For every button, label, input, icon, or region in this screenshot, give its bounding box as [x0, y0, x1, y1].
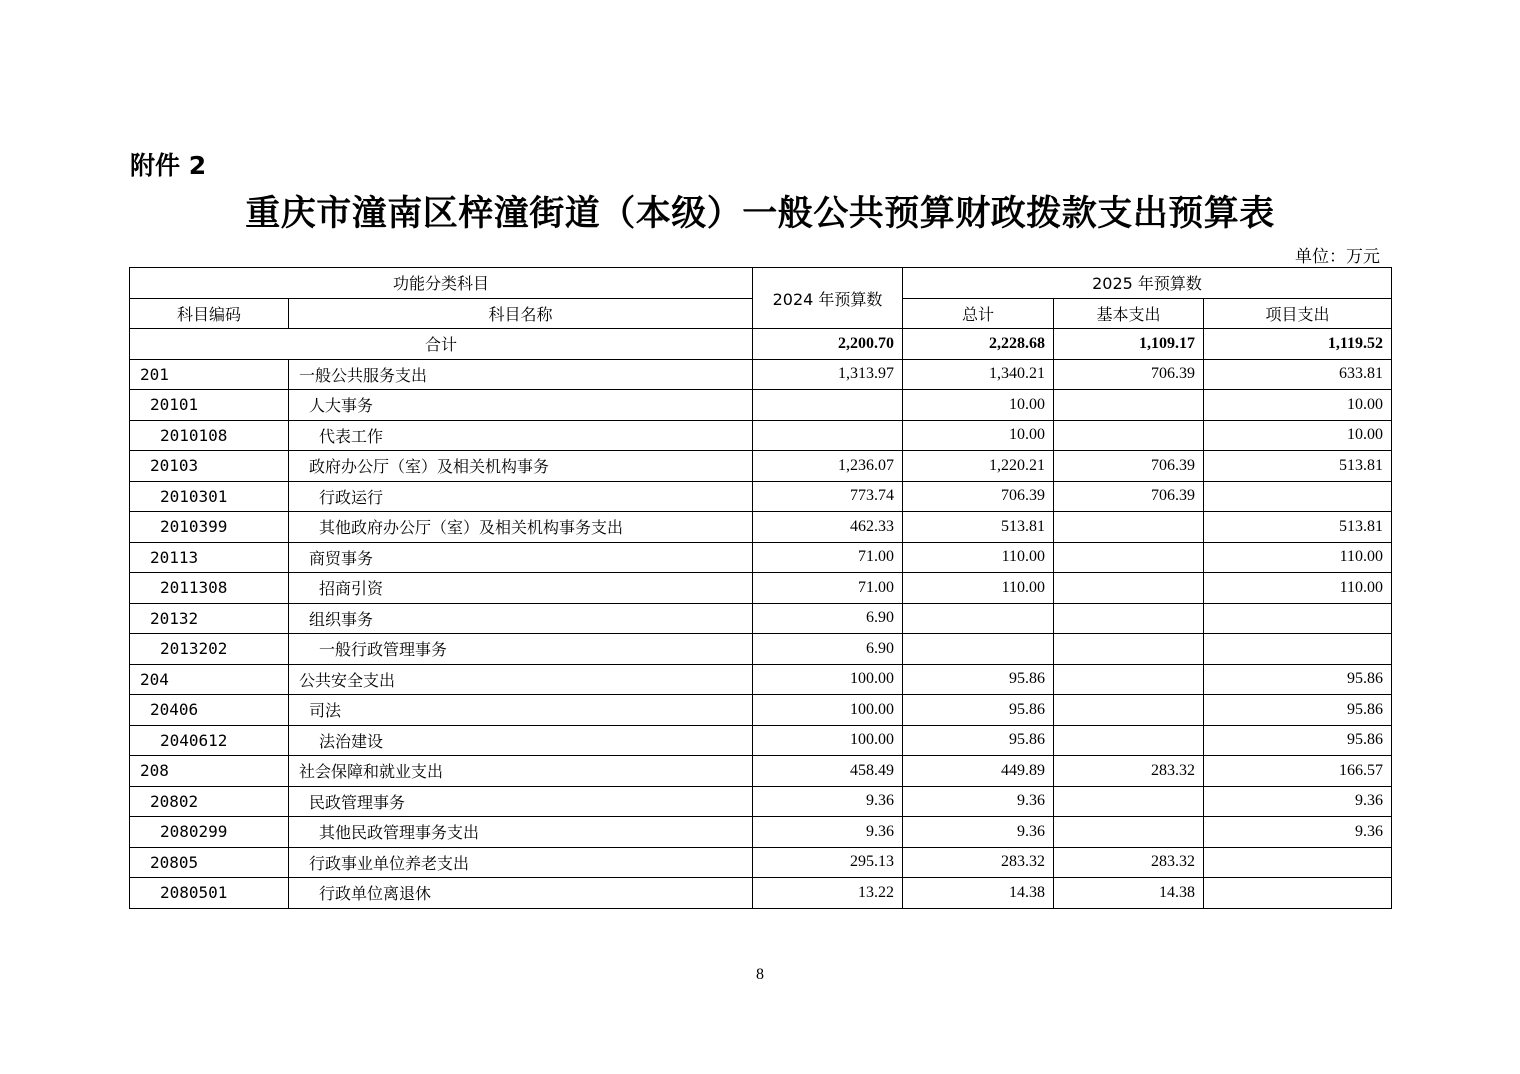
total-total: 2,228.68	[903, 329, 1054, 360]
row-total	[903, 634, 1054, 665]
row-b2024: 295.13	[753, 847, 903, 878]
row-name: 政府办公厅（室）及相关机构事务	[289, 451, 753, 482]
row-b2024: 1,236.07	[753, 451, 903, 482]
row-code: 2080299	[130, 817, 289, 848]
table-row	[130, 634, 1392, 665]
page-number: 8	[756, 966, 764, 983]
header-name: 科目名称	[289, 298, 753, 329]
row-total: 9.36	[903, 786, 1054, 817]
row-total: 95.86	[903, 725, 1054, 756]
row-total: 1,340.21	[903, 359, 1054, 390]
row-project	[1204, 634, 1392, 665]
row-total: 513.81	[903, 512, 1054, 543]
row-total: 10.00	[903, 390, 1054, 421]
row-code: 2080501	[130, 878, 289, 909]
table-row	[130, 390, 1392, 421]
row-basic	[1054, 817, 1204, 848]
row-b2024: 9.36	[753, 817, 903, 848]
row-project: 95.86	[1204, 725, 1392, 756]
row-name: 行政单位离退休	[289, 878, 753, 909]
header-project: 项目支出	[1204, 298, 1392, 329]
row-basic: 706.39	[1054, 481, 1204, 512]
row-name: 行政事业单位养老支出	[289, 847, 753, 878]
row-basic	[1054, 603, 1204, 634]
row-total: 9.36	[903, 817, 1054, 848]
row-project: 10.00	[1204, 420, 1392, 451]
row-total: 14.38	[903, 878, 1054, 909]
row-project	[1204, 481, 1392, 512]
row-b2024: 71.00	[753, 573, 903, 604]
row-code: 20113	[130, 542, 289, 573]
row-name: 其他民政管理事务支出	[289, 817, 753, 848]
total-row	[130, 329, 1392, 360]
row-b2024	[753, 420, 903, 451]
row-project: 95.86	[1204, 664, 1392, 695]
row-basic	[1054, 542, 1204, 573]
table-row	[130, 847, 1392, 878]
row-b2024: 71.00	[753, 542, 903, 573]
table-row	[130, 359, 1392, 390]
row-basic: 283.32	[1054, 847, 1204, 878]
row-code: 2011308	[130, 573, 289, 604]
row-code: 20132	[130, 603, 289, 634]
row-b2024: 6.90	[753, 634, 903, 665]
row-name: 人大事务	[289, 390, 753, 421]
row-total: 10.00	[903, 420, 1054, 451]
total-label: 合计	[130, 329, 753, 360]
table-row	[130, 664, 1392, 695]
row-total: 1,220.21	[903, 451, 1054, 482]
row-b2024: 13.22	[753, 878, 903, 909]
table-row	[130, 756, 1392, 787]
row-basic	[1054, 664, 1204, 695]
row-total: 706.39	[903, 481, 1054, 512]
row-project: 110.00	[1204, 542, 1392, 573]
total-project: 1,119.52	[1204, 329, 1392, 360]
row-project: 9.36	[1204, 817, 1392, 848]
unit-label: 单位：万元	[1295, 247, 1380, 267]
header-budget-2025: 2025 年预算数	[903, 268, 1392, 299]
row-code: 2010108	[130, 420, 289, 451]
row-name: 公共安全支出	[289, 664, 753, 695]
row-code: 20802	[130, 786, 289, 817]
row-b2024: 1,313.97	[753, 359, 903, 390]
row-basic	[1054, 420, 1204, 451]
row-project	[1204, 878, 1392, 909]
row-b2024: 773.74	[753, 481, 903, 512]
header-basic: 基本支出	[1054, 298, 1204, 329]
row-total: 110.00	[903, 542, 1054, 573]
row-project: 166.57	[1204, 756, 1392, 787]
header-budget-2024: 2024 年预算数	[753, 268, 903, 329]
row-code: 201	[130, 359, 289, 390]
row-name: 商贸事务	[289, 542, 753, 573]
row-basic	[1054, 390, 1204, 421]
row-name: 民政管理事务	[289, 786, 753, 817]
row-b2024: 100.00	[753, 664, 903, 695]
total-basic: 1,109.17	[1054, 329, 1204, 360]
row-name: 行政运行	[289, 481, 753, 512]
row-basic	[1054, 695, 1204, 726]
table-row	[130, 512, 1392, 543]
header-total: 总计	[903, 298, 1054, 329]
row-project: 110.00	[1204, 573, 1392, 604]
row-b2024: 6.90	[753, 603, 903, 634]
row-total: 449.89	[903, 756, 1054, 787]
table-row	[130, 878, 1392, 909]
row-code: 20101	[130, 390, 289, 421]
row-total: 283.32	[903, 847, 1054, 878]
document-title: 重庆市潼南区梓潼街道（本级）一般公共预算财政拨款支出预算表	[245, 193, 1275, 234]
row-total: 95.86	[903, 664, 1054, 695]
row-name: 一般公共服务支出	[289, 359, 753, 390]
row-code: 2010399	[130, 512, 289, 543]
row-project: 10.00	[1204, 390, 1392, 421]
table-row	[130, 817, 1392, 848]
header-row-1	[130, 268, 1392, 299]
header-func-class: 功能分类科目	[130, 268, 753, 299]
table-row	[130, 451, 1392, 482]
row-basic	[1054, 573, 1204, 604]
row-code: 2010301	[130, 481, 289, 512]
row-name: 社会保障和就业支出	[289, 756, 753, 787]
row-basic	[1054, 725, 1204, 756]
row-basic: 14.38	[1054, 878, 1204, 909]
row-code: 20103	[130, 451, 289, 482]
row-basic	[1054, 512, 1204, 543]
row-project	[1204, 603, 1392, 634]
row-name: 法治建设	[289, 725, 753, 756]
row-basic: 706.39	[1054, 451, 1204, 482]
row-b2024: 9.36	[753, 786, 903, 817]
total-b2024: 2,200.70	[753, 329, 903, 360]
row-name: 其他政府办公厅（室）及相关机构事务支出	[289, 512, 753, 543]
row-b2024: 100.00	[753, 695, 903, 726]
table-row	[130, 786, 1392, 817]
row-total	[903, 603, 1054, 634]
row-basic: 283.32	[1054, 756, 1204, 787]
table-row	[130, 420, 1392, 451]
row-code: 20805	[130, 847, 289, 878]
row-code: 2013202	[130, 634, 289, 665]
table-row	[130, 542, 1392, 573]
table-row	[130, 695, 1392, 726]
row-project	[1204, 847, 1392, 878]
attachment-label: 附件 2	[130, 151, 207, 180]
row-code: 20406	[130, 695, 289, 726]
row-total: 110.00	[903, 573, 1054, 604]
table-row	[130, 481, 1392, 512]
row-total: 95.86	[903, 695, 1054, 726]
row-name: 招商引资	[289, 573, 753, 604]
row-name: 一般行政管理事务	[289, 634, 753, 665]
row-b2024: 462.33	[753, 512, 903, 543]
row-basic	[1054, 786, 1204, 817]
row-b2024: 458.49	[753, 756, 903, 787]
budget-table	[129, 267, 1392, 909]
row-name: 组织事务	[289, 603, 753, 634]
row-project: 513.81	[1204, 451, 1392, 482]
row-project: 513.81	[1204, 512, 1392, 543]
header-code: 科目编码	[130, 298, 289, 329]
row-code: 2040612	[130, 725, 289, 756]
table-row	[130, 725, 1392, 756]
row-project: 95.86	[1204, 695, 1392, 726]
table-row	[130, 573, 1392, 604]
row-basic: 706.39	[1054, 359, 1204, 390]
row-code: 204	[130, 664, 289, 695]
row-project: 9.36	[1204, 786, 1392, 817]
row-name: 代表工作	[289, 420, 753, 451]
row-name: 司法	[289, 695, 753, 726]
table-row	[130, 603, 1392, 634]
row-project: 633.81	[1204, 359, 1392, 390]
row-b2024: 100.00	[753, 725, 903, 756]
row-code: 208	[130, 756, 289, 787]
row-b2024	[753, 390, 903, 421]
row-basic	[1054, 634, 1204, 665]
